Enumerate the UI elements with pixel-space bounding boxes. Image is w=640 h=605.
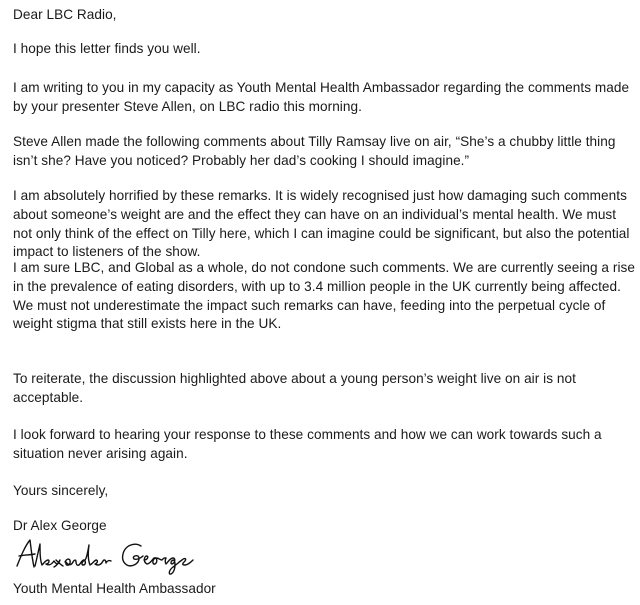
paragraph-quote: Steve Allen made the following comments about Tilly Ramsay live on air, “She’s a chubby little thing isn’t she? Have you noticed? Probably her dad’s cooking I should imagine.” — [13, 134, 616, 168]
closing: Yours sincerely, — [13, 483, 109, 498]
signer-title: Youth Mental Health Ambassador — [13, 581, 216, 596]
paragraph-request: I look forward to hearing your response to these comments and how we can work towards such a situation never arising again. — [13, 427, 602, 461]
paragraph-reiterate: To reiterate, the discussion highlighted above about a young person’s weight live on air is not acceptable. — [13, 371, 576, 405]
paragraph-purpose: I am writing to you in my capacity as Youth Mental Health Ambassador regarding the comments made by your presenter Steve Allen, on LBC radio this morning. — [13, 80, 630, 114]
handwritten-signature — [13, 536, 213, 578]
paragraph-concern: I am absolutely horrified by these remarks. It is widely recognised just how damaging such comments about someone’s weight are and the effect they can have on an individual’s mental health. We must not only think of the effect on Tilly here, which I can imagine could be significant, but also the potential impact to listeners of the show. — [13, 188, 630, 260]
signer-name: Dr Alex George — [13, 518, 107, 533]
paragraph-greeting: I hope this letter finds you well. — [13, 41, 201, 56]
paragraph-context: I am sure LBC, and Global as a whole, do not condone such comments. We are currently seeing a rise in the prevalence of eating disorders, with up to 3.4 million people in the UK currently being affected. We must not underestimate the impact such remarks can have, feeding into the perpetual cycle of weight stigma that still exists here in the UK. — [13, 260, 635, 332]
salutation: Dear LBC Radio, — [13, 7, 117, 22]
